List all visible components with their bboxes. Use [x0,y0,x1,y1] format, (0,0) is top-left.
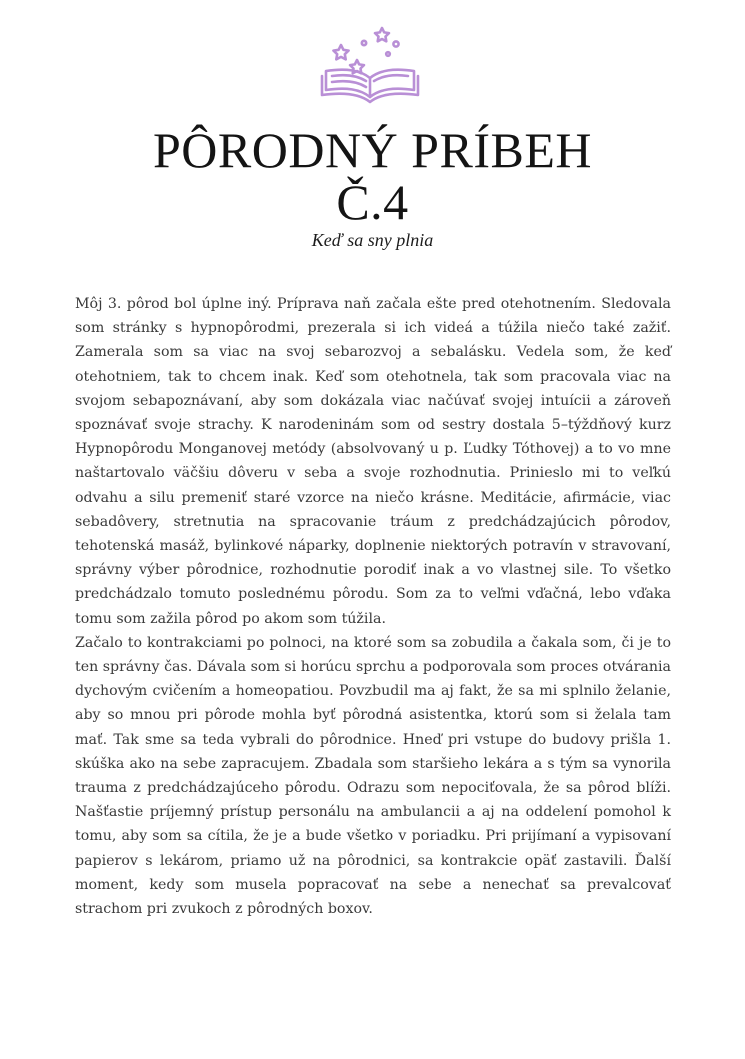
book-with-stars-icon [314,24,426,106]
story-paragraph: Môj 3. pôrod bol úplne iný. Príprava naň začala ešte pred otehotnením. Sledovala som stránky s hypnopôrodmi, prezerala si ich videá a túžila niečo také zažiť. Zamerala som sa viac na svoj sebarozvoj a sebalásku. Vedela som, že keď otehotniem, tak to chcem inak. Keď som otehotnela, tak som pracovala viac na svojom sebapoznávaní, aby som dokázala viac načúvať svojej intuícii a zároveň spoznávať svoje strachy. K narodeninám som od sestry dostala 5–týždňový kurz Hypnopôrodu Monganovej metódy (absolvovaný u p. Ľudky Tóthovej) a to vo mne naštartovalo väčšiu dôveru v seba a svoje rozhodnutia. Prinieslo mi to veľkú odvahu a silu premeniť staré vzorce na niečo krásne. Meditácie, afirmácie, viac sebadôvery, stretnutia na spracovanie tráum z predchádzajúcich pôrodov, tehotenská masáž, bylinkové náparky, doplnenie niektorých potravín v stravovaní, správny výber pôrodnice, rozhodnutie porodiť inak a vo vlastnej sile. To všetko predchádzalo tomuto poslednému pôrodu. Som za to veľmi vďačná, lebo vďaka tomu som zažila pôrod po akom som túžila. [75,296,671,627]
story-number: Č.4 [336,174,409,230]
story-paragraph: Začalo to kontrakciami po polnoci, na ktoré som sa zobudila a čakala som, či je to ten správny čas. Dávala som si horúcu sprchu a podporovala som proces otvárania dychovým cvičením a homeopatiou. Povzbudil ma aj fakt, že sa mi splnilo želanie, aby so mnou pri pôrode mohla byť pôrodná asistentka, ktorú som si želala tam mať. Tak sme sa teda vybrali do pôrodnice. Hneď pri vstupe do budovy prišla 1. skúška ako na sebe zapracujem. Zbadala som staršieho lekára a s tým sa vynorila trauma z predchádzajúceho pôrodu. Odrazu som nepociťovala, že sa pôrod blíži. Našťastie príjemný prístup personálu na ambulancii a aj na oddelení pomohol k tomu, aby som sa cítila, že je a bude všetko v poriadku. Pri prijímaní a vypisovaní papierov s lekárom, priamo už na pôrodnici, sa kontrakcie opäť zastavili. Ďalší moment, kedy som musela popracovať na sebe a nenechať sa prevalcovať strachom pri zvukoch z pôrodných boxov. [75,634,671,918]
subtitle: Keď sa sny plnia [311,230,434,250]
page-title: PÔRODNÝ PRÍBEH [152,122,592,178]
story-body [75,292,671,921]
